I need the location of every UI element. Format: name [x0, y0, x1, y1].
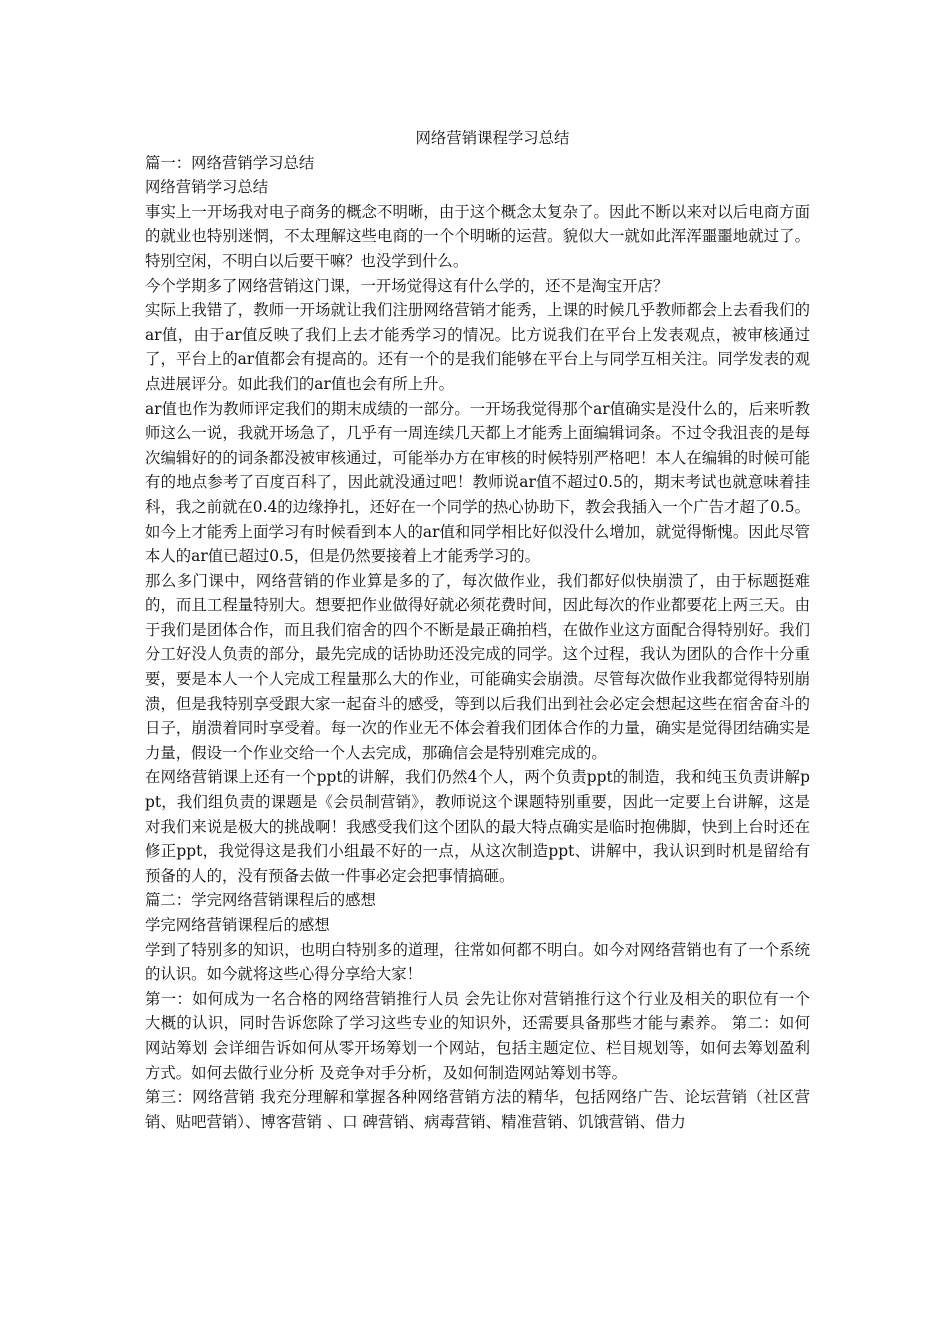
document-title: 网络营销课程学习总结	[415, 129, 570, 147]
section-heading-2: 篇二：学完网络营销课程后的感想	[145, 891, 376, 910]
paragraph: 今个学期多了网络营销这门课，一开场觉得这有什么学的，还不是淘宝开店？	[145, 276, 669, 295]
paragraph: ar值也作为教师评定我们的期末成绩的一部分。一开场我觉得那个ar值确实是没什么的，后来听教师这么一说，我就开场急了，几乎有一周连续几天都上才能秀上面编辑词条。不过令我沮丧的是每次编辑好的的词条都没被审核通过，可能举办方在审核的时候特别严格吧！本人在编辑的时候可能有的地点参考了百度百科了，因此就没通过吧！教师说ar值不超过0.5的，期末考试也就意味着挂科，我之前就在0.4的边缘挣扎，还好在一个同学的热心协助下，教会我插入一个广告才超了0.5。如今上才能秀上面学习有时候看到本人的ar值和同学相比好似没什么增加，就觉得惭愧。因此尽管本人的ar值已超过0.5，但是仍然要接着上才能秀学习的。	[145, 399, 810, 566]
subheading-1: 网络营销学习总结	[145, 178, 269, 197]
paragraph: 实际上我错了，教师一开场就让我们注册网络营销才能秀，上课的时候几乎教师都会上去看我们的ar值，由于ar值反映了我们上去才能秀学习的情况。比方说我们在平台上发表观点，被审核通过了，平台上的ar值都会有提高的。还有一个的是我们能够在平台上与同学互相关注。同学发表的观点进展评分。如此我们的ar值也会有所上升。	[145, 301, 810, 393]
paragraph: 学到了特别多的知识，也明白特别多的道理，往常如何都不明白。如今对网络营销也有了一个系统的认识。如今就将这些心得分享给大家！	[145, 940, 810, 984]
subheading-2: 学完网络营销课程后的感想	[145, 916, 330, 934]
paragraph: 那么多门课中，网络营销的作业算是多的了，每次做作业，我们都好似快崩溃了，由于标题挺难的，而且工程量特别大。想要把作业做得好就必须花费时间，因此每次的作业都要花上两三天。由于我们是团体合作，而且我们宿舍的四个不断是最正确拍档，在做作业这方面配合得特别好。我们分工好没人负责的部分，最先完成的话协助还没完成的同学。这个过程，我认为团队的合作十分重要，要是本人一个人完成工程量那么大的作业，可能确实会崩溃。尽管每次做作业我都觉得特别崩溃，但是我特别享受跟大家一起奋斗的感受，等到以后我们出到社会必定会想起这些在宿舍奋斗的日子，崩溃着同时享受着。每一次的作业无不体会着我们团体合作的力量，确实是觉得团结确实是力量，假设一个作业交给一个人去完成，那确信会是特别难完成的。	[145, 571, 810, 762]
paragraph: 事实上一开场我对电子商务的概念不明晰，由于这个概念太复杂了。因此不断以来对以后电商方面的就业也特别迷惘，不太理解这些电商的一个个明晰的运营。貌似大一就如此浑浑噩噩地就过了。特别空闲，不明白以后要干嘛？也没学到什么。	[145, 202, 810, 270]
paragraph: 在网络营销课上还有一个ppt的讲解，我们仍然4个人，两个负责ppt的制造，我和纯玉负责讲解ppt，我们组负责的课题是《会员制营销》，教师说这个课题特别重要，因此一定要上台讲解，这是对我们来说是极大的挑战啊！我感受我们这个团队的最大特点确实是临时抱佛脚，快到上台时还在修正ppt，我觉得这是我们小组最不好的一点，从这次制造ppt、讲解中，我认识到时机是留给有预备的人的，没有预备去做一件事必定会把事情搞砸。	[145, 768, 810, 885]
section-heading-1: 篇一：网络营销学习总结	[145, 153, 315, 172]
paragraph: 第一：如何成为一名合格的网络营销推行人员 会先让你对营销推行这个行业及相关的职位有一个大概的认识，同时告诉您除了学习这些专业的知识外，还需要具备那些才能与素养。 第二：如何网站筹划 会详细告诉如何从零开场筹划一个网站，包括主题定位、栏目规划等，如何去筹划盈利方式。如何去做行业分析 及竞争对手分析，及如何制造网站筹划书等。	[145, 989, 810, 1082]
document-body	[145, 126, 810, 1134]
paragraph: 第三：网络营销 我充分理解和掌握各种网络营销方法的精华，包括网络广告、论坛营销（社区营销、贴吧营销）、博客营销 、口 碑营销、病毒营销、精准营销、饥饿营销、借力	[145, 1088, 810, 1131]
